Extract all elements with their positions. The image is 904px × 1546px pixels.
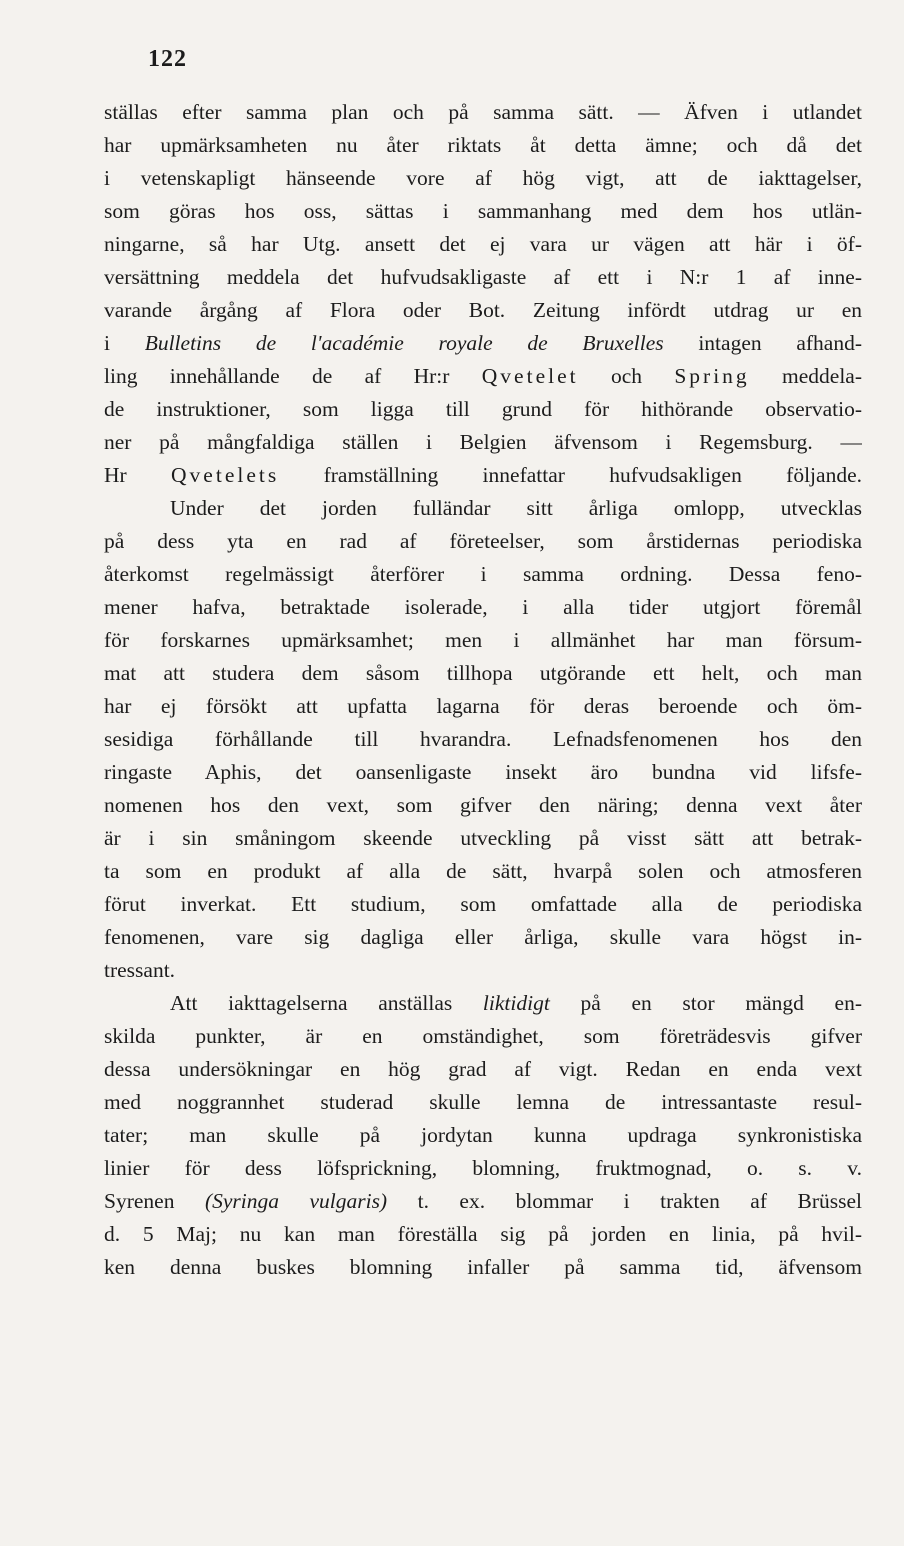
author-qvetelet: Qvetelet xyxy=(481,364,579,388)
journal-title: Bulletins de l'académie royale de Bruxelles xyxy=(144,331,664,355)
text-line-35: d. 5 Maj; nu kan man föreställa sig på jorden en linia, på hvil- xyxy=(104,1222,862,1246)
text-line-32: tater; man skulle på jordytan kunna updraga synkronistiska xyxy=(104,1123,862,1147)
text-line-19: har ej försökt att upfatta lagarna för deras beroende och öm- xyxy=(104,694,862,718)
line-9-suffix: meddela- xyxy=(749,364,862,388)
line-12-prefix: Hr xyxy=(104,463,172,487)
text-line-3: i vetenskapligt hänseende vore af hög vigt, att de iakttagelser, xyxy=(104,166,862,190)
text-line-29: skilda punkter, är en omständighet, som företrädesvis gifver xyxy=(104,1024,862,1048)
text-line-34 xyxy=(104,1185,862,1218)
text-line-5: ningarne, så har Utg. ansett det ej vara ur vägen att här i öf- xyxy=(104,232,862,256)
text-line-28 xyxy=(104,987,862,1020)
text-line-13: Under det jorden fulländar sitt årliga omlopp, utvecklas xyxy=(170,496,862,520)
author-qvetelets: Qvetelets xyxy=(171,463,280,487)
text-line-25: förut inverkat. Ett studium, som omfattade alla de periodiska xyxy=(104,892,862,916)
text-line-36: ken denna buskes blomning infaller på samma tid, äfvensom xyxy=(104,1255,862,1279)
text-line-2: har upmärksamheten nu åter riktats åt detta ämne; och då det xyxy=(104,133,862,157)
text-line-20: sesidiga förhållande till hvarandra. Lefnadsfenomenen hos den xyxy=(104,727,862,751)
body-text xyxy=(104,96,862,1284)
text-line-17: för forskarnes upmärksamhet; men i allmänhet har man försum- xyxy=(104,628,862,652)
text-line-16: mener hafva, betraktade isolerade, i alla tider utgjort föremål xyxy=(104,595,862,619)
line-28-suffix: på en stor mängd en- xyxy=(549,991,862,1015)
line-9-and: och xyxy=(578,364,675,388)
text-line-6: versättning meddela det hufvudsakligaste af ett i N:r 1 af inne- xyxy=(104,265,862,289)
line-9-prefix: ling innehållande de af Hr:r xyxy=(104,364,482,388)
text-line-33: linier för dess löfsprickning, blomning, fruktmognad, o. s. v. xyxy=(104,1156,862,1180)
text-line-27: tressant. xyxy=(104,958,176,982)
text-line-31: med noggrannhet studerad skulle lemna de intressantaste resul- xyxy=(104,1090,862,1114)
line-8-suffix: intagen afhand- xyxy=(663,331,862,355)
line-12-suffix: framställning innefattar hufvudsakligen följande. xyxy=(279,463,862,487)
line-34-suffix: t. ex. blommar i trakten af Brüssel xyxy=(387,1189,862,1213)
text-line-10: de instruktioner, som ligga till grund för hithörande observatio- xyxy=(104,397,862,421)
text-line-4: som göras hos oss, sättas i sammanhang med dem hos utlän- xyxy=(104,199,862,223)
line-8-prefix: i xyxy=(104,331,145,355)
text-line-15: återkomst regelmässigt återförer i samma ordning. Dessa feno- xyxy=(104,562,862,586)
text-line-26: fenomenen, vare sig dagliga eller årliga, skulle vara högst in- xyxy=(104,925,862,949)
line-28-prefix: Att iakttagelserna anställas xyxy=(170,991,483,1015)
text-line-21: ringaste Aphis, det oansenligaste insekt äro bundna vid lifsfe- xyxy=(104,760,862,784)
author-spring: Spring xyxy=(674,364,750,388)
text-line-12 xyxy=(104,459,862,492)
text-line-22: nomenen hos den vext, som gifver den näring; denna vext åter xyxy=(104,793,862,817)
text-line-11: ner på mångfaldiga ställen i Belgien äfvensom i Regemsburg. — xyxy=(104,430,862,454)
line-34-prefix: Syrenen xyxy=(104,1189,205,1213)
text-line-24: ta som en produkt af alla de sätt, hvarpå solen och atmosferen xyxy=(104,859,862,883)
emphasis-liktidigt: liktidigt xyxy=(482,991,550,1015)
species-name: (Syringa vulgaris) xyxy=(204,1189,388,1213)
text-line-18: mat att studera dem såsom tillhopa utgörande ett helt, och man xyxy=(104,661,862,685)
page-number: 122 xyxy=(148,46,187,72)
text-line-9 xyxy=(104,360,862,393)
text-line-7: varande årgång af Flora oder Bot. Zeitung infördt utdrag ur en xyxy=(104,298,862,322)
text-line-30: dessa undersökningar en hög grad af vigt. Redan en enda vext xyxy=(104,1057,862,1081)
text-line-1: ställas efter samma plan och på samma sätt. — Äfven i utlandet xyxy=(104,100,862,124)
text-line-23: är i sin småningom skeende utveckling på visst sätt att betrak- xyxy=(104,826,862,850)
text-line-14: på dess yta en rad af företeelser, som årstidernas periodiska xyxy=(104,529,862,553)
text-line-8 xyxy=(104,327,862,360)
